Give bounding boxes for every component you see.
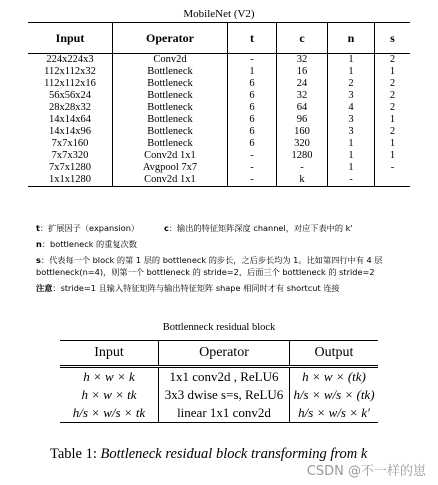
- header-t: t: [228, 23, 277, 54]
- table-cell: 1x1x1280: [28, 174, 113, 187]
- note-t: [36, 222, 432, 234]
- table-cell: 28x28x32: [49, 102, 91, 113]
- table-cell: 1: [228, 66, 277, 78]
- table-cell: Conv2d: [113, 54, 228, 67]
- mobilenet-v2-table: [28, 22, 410, 187]
- table-cell: h × w × (tk): [290, 367, 379, 387]
- table-cell: 3x3 dwise s=s, ReLU6: [159, 386, 290, 404]
- table-cell: Bottleneck: [113, 102, 228, 114]
- table-row: [28, 66, 410, 78]
- table-cell: linear 1x1 conv2d: [159, 404, 290, 423]
- table-cell: 4: [328, 102, 375, 114]
- table-row: [28, 174, 410, 187]
- table-row: [60, 367, 378, 387]
- table-cell: 3: [328, 126, 375, 138]
- table-cell: Bottleneck: [113, 78, 228, 90]
- table-cell: 224x224x3: [46, 54, 94, 65]
- table-row: [28, 126, 410, 138]
- table-cell: Conv2d 1x1: [113, 174, 228, 187]
- table-row: [28, 90, 410, 102]
- table-cell: 14x14x64: [49, 114, 91, 125]
- table-row: [60, 386, 378, 404]
- header-input: Input: [28, 23, 113, 54]
- note-n-label: n: [36, 239, 42, 249]
- note-t-text: ：扩展因子（expansion）: [39, 223, 140, 233]
- table-cell: 2: [375, 102, 411, 114]
- table-row: [28, 150, 410, 162]
- table2-title-text: Bottleneck residual block transforming from k: [100, 446, 368, 462]
- table-cell: h × w × k: [83, 369, 135, 384]
- table-cell: 6: [228, 90, 277, 102]
- table-cell: 1: [328, 54, 375, 67]
- table-cell: 24: [277, 78, 328, 90]
- table-row: [28, 114, 410, 126]
- table-cell: 2: [375, 54, 411, 67]
- table-cell: 32: [277, 54, 328, 67]
- table-cell: Bottleneck: [113, 138, 228, 150]
- table-cell: 2: [375, 90, 411, 102]
- table-cell: 16: [277, 66, 328, 78]
- table-cell: h/s × w/s × (tk): [290, 386, 379, 404]
- table-cell: 1: [328, 138, 375, 150]
- table-cell: -: [228, 162, 277, 174]
- table-header-row: [28, 23, 410, 54]
- table-cell: 160: [277, 126, 328, 138]
- table2-title-label: Table 1:: [50, 446, 101, 462]
- note-n: [36, 238, 432, 250]
- bottleneck-residual-table: [60, 340, 378, 423]
- header-operator: Operator: [159, 341, 290, 367]
- table-row: [28, 102, 410, 114]
- table-cell: -: [228, 54, 277, 67]
- note-n-text: ：bottleneck 的重复次数: [41, 239, 137, 249]
- table-cell: h × w × tk: [81, 387, 137, 402]
- table-cell: -: [277, 162, 328, 174]
- note-s-label: s: [36, 255, 41, 265]
- table-cell: h/s × w/s × k′: [290, 404, 379, 423]
- note-c-label: c: [164, 223, 169, 233]
- table-cell: 14x14x96: [49, 126, 91, 137]
- table2-body: [60, 367, 378, 423]
- header-c: c: [277, 23, 328, 54]
- table-cell: Bottleneck: [113, 66, 228, 78]
- table-cell: 1: [328, 162, 375, 174]
- header-operator: Operator: [113, 23, 228, 54]
- table-cell: 1: [375, 138, 411, 150]
- table-cell: [375, 174, 411, 187]
- table-cell: -: [328, 174, 375, 187]
- note-shortcut: [36, 282, 432, 294]
- table1-caption: MobileNet (V2): [183, 8, 255, 20]
- table-cell: 2: [375, 78, 411, 90]
- note-shortcut-text: ：stride=1 且输入特征矩阵与输出特征矩阵 shape 相同时才有 shortcut 连接: [52, 283, 340, 293]
- table-cell: Bottleneck: [113, 114, 228, 126]
- header-n: n: [328, 23, 375, 54]
- table-row: [28, 54, 410, 67]
- table-row: [28, 78, 410, 90]
- header-output: Output: [290, 341, 379, 367]
- table-cell: Avgpool 7x7: [113, 162, 228, 174]
- table-cell: 56x56x24: [49, 90, 91, 101]
- note-c-text: ：输出的特征矩阵深度 channel，对应下表中的 k': [168, 223, 353, 233]
- table-cell: 3: [328, 114, 375, 126]
- table-cell: 2: [328, 78, 375, 90]
- table-cell: 32: [277, 90, 328, 102]
- table-cell: 7x7x320: [51, 150, 89, 161]
- table-cell: -: [375, 162, 411, 174]
- table-cell: 1: [375, 66, 411, 78]
- table-cell: 1: [375, 150, 411, 162]
- table-cell: 112x112x16: [44, 78, 96, 89]
- table-cell: 7x7x160: [51, 138, 89, 149]
- watermark: CSDN @不一样的崽: [306, 464, 426, 479]
- table-cell: 6: [228, 138, 277, 150]
- note-shortcut-label: 注意: [36, 283, 53, 293]
- table1-body: [28, 54, 410, 187]
- table-cell: 3: [328, 90, 375, 102]
- table-cell: 7x7x1280: [49, 162, 91, 173]
- table-cell: 1280: [277, 150, 328, 162]
- table-cell: Bottleneck: [113, 126, 228, 138]
- table-cell: 112x112x32: [44, 66, 96, 77]
- table-cell: -: [228, 150, 277, 162]
- table-cell: 1x1 conv2d , ReLU6: [159, 367, 290, 387]
- table-cell: 6: [228, 102, 277, 114]
- note-s: [36, 254, 432, 278]
- table-row: [28, 162, 410, 174]
- table-row: [60, 404, 378, 423]
- table-cell: h/s × w/s × tk: [60, 404, 159, 423]
- note-t-label: t: [36, 223, 40, 233]
- table-cell: 6: [228, 126, 277, 138]
- note-c: [164, 222, 353, 234]
- table-cell: 6: [228, 78, 277, 90]
- header-input: Input: [60, 341, 159, 367]
- table-cell: 320: [277, 138, 328, 150]
- table-cell: 1: [328, 66, 375, 78]
- header-s: s: [375, 23, 411, 54]
- table-cell: 2: [375, 126, 411, 138]
- table-cell: Conv2d 1x1: [113, 150, 228, 162]
- table-cell: Bottleneck: [113, 90, 228, 102]
- table2-caption: Bottlenneck residual block: [162, 322, 276, 333]
- table-row: [28, 138, 410, 150]
- table-cell: 64: [277, 102, 328, 114]
- table-cell: 96: [277, 114, 328, 126]
- table-cell: k: [277, 174, 328, 187]
- note-s-text: ：代表每一个 block 的第 1 层的 bottleneck 的步长，之后步长均为 1。比如第四行中有 4 层 bottleneck(n=4)，则第一个 bottleneck 的 stride=2，后面三个 bottleneck 的 stride=2: [36, 255, 383, 277]
- table-cell: 1: [328, 150, 375, 162]
- table-header-row: [60, 341, 378, 367]
- table-cell: 1: [375, 114, 411, 126]
- table-cell: 6: [228, 114, 277, 126]
- table-cell: -: [228, 174, 277, 187]
